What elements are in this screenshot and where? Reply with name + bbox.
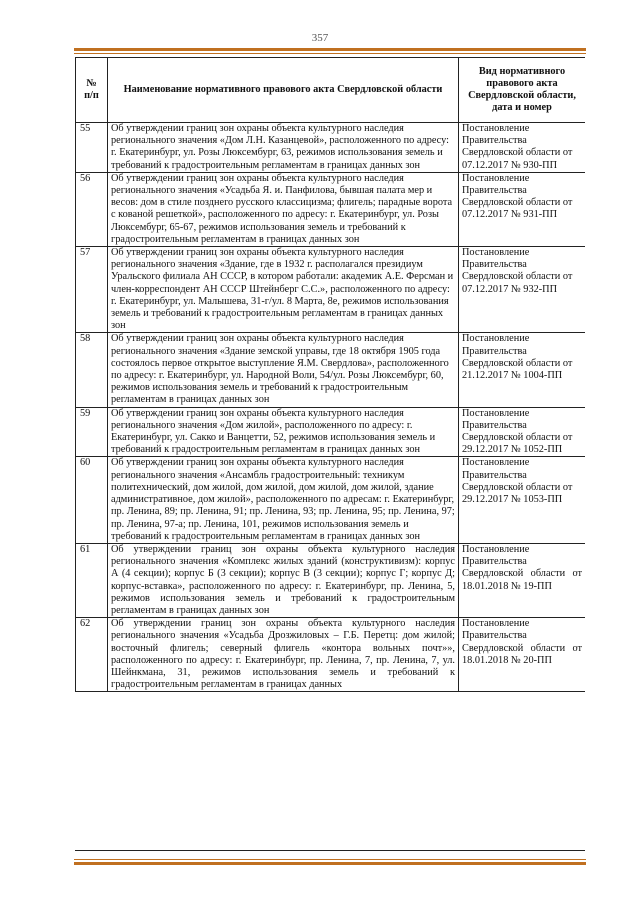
- table-row: [76, 543, 586, 617]
- table-row: [76, 172, 586, 246]
- table-row: [76, 407, 586, 457]
- act-type: Постановление Правительства Свердловской области от 29.12.2017 № 1053-ПП: [459, 457, 586, 543]
- act-type: Постановление Правительства Свердловской области от 07.12.2017 № 930-ПП: [459, 123, 586, 173]
- act-type: Постановление Правительства Свердловской области от 07.12.2017 № 932-ПП: [459, 247, 586, 333]
- page-number: 357: [311, 32, 329, 44]
- row-number: 60: [76, 457, 108, 543]
- act-name: Об утверждении границ зон охраны объекта культурного наследия регионального значения «Комплекс жилых зданий (конструктивизм): корпус А (4 секции); корпус Б (3 секции); корпус В (3 секции); корпус Г; корпус Д; корпус-вставка», расположенного по адресу: г. Екатеринбург, пр. Ленина, 5, режимов использования земель и требований к градостроительным регламентам в границах данных зон: [108, 543, 459, 617]
- row-number: 62: [76, 618, 108, 692]
- act-name: Об утверждении границ зон охраны объекта культурного наследия регионального значения «Дом Л.Н. Казанцевой», расположенного по адресу: г. Екатеринбург, ул. Розы Люксембург, 63, режимов использования земель и требований к градостроительным регламентам в границах данных зон: [108, 123, 459, 173]
- act-type: Постановление Правительства Свердловской области от 21.12.2017 № 1004-ПП: [459, 333, 586, 407]
- table-header-row: [76, 58, 586, 123]
- table-row: [76, 333, 586, 407]
- row-number: 55: [76, 123, 108, 173]
- table-row: [76, 457, 586, 543]
- act-name: Об утверждении границ зон охраны объекта культурного наследия регионального значения «Здание, где в 1932 г. располагался президиум Уральского филиала АН СССР, в котором работали: академик А.Е. Ферсман и член-корреспондент АН СССР Штейнберг С.С.», расположенного по адресу: г. Екатеринбург, ул. Малышева, 31-г/ул. 8 Марта, 8е, режимов использования земель и требований к градостроительным регламентам в границах данных зон: [108, 247, 459, 333]
- header-type: Вид нормативного правового акта Свердловской области, дата и номер: [459, 58, 586, 123]
- table-row: [76, 618, 586, 692]
- act-type: Постановление Правительства Свердловской области от 18.01.2018 № 20-ПП: [459, 618, 586, 692]
- act-name: Об утверждении границ зон охраны объекта культурного наследия регионального значения «Ансамбль градостроительный: техникум политехнический, дом жилой, дом жилой, дом жилой, дом жилой, здание административное, дом жилой», расположенного по адресам: г. Екатеринбург, пр. Ленина, 89; пр. Ленина, 91; пр. Ленина, 93; пр. Ленина, 95; пр. Ленина, 97; пр. Ленина, 97-а; пр. Ленина, 101, режимов использования земель и требований к градостроительным регламентам в границах данных зон: [108, 457, 459, 543]
- act-name: Об утверждении границ зон охраны объекта культурного наследия регионального значения «Усадьба Дрозжиловых – Г.Б. Перетц: дом жилой; восточный флигель; северный флигель «контора вольных почт»», расположенного по адресу: г. Екатеринбург, пр. Ленина, 7, пр. Ленина, 7, ул. Шейнкмана, 31, режимов использования земель и требований к градостроительным регламентам в границах данных: [108, 618, 459, 692]
- top-rule-thick: [74, 48, 586, 51]
- header-num: № п/п: [76, 58, 108, 123]
- row-number: 56: [76, 172, 108, 246]
- row-number: 58: [76, 333, 108, 407]
- act-type: Постановление Правительства Свердловской области от 29.12.2017 № 1052-ПП: [459, 407, 586, 457]
- acts-table: [75, 57, 585, 692]
- acts-table-container: [75, 57, 585, 851]
- act-name: Об утверждении границ зон охраны объекта культурного наследия регионального значения «Усадьба Я. и. Панфилова, бывшая палата мер и весов: дом в стиле позднего русского классицизма; флигель; парадные ворота с кованой решеткой», расположенного по адресу: г. Екатеринбург, ул. Розы Люксембург, 65-67, режимов использования земель и требований к градостроительным регламентам в границах данных зон: [108, 172, 459, 246]
- row-number: 59: [76, 407, 108, 457]
- bottom-rule-thin: [74, 859, 586, 860]
- act-name: Об утверждении границ зон охраны объекта культурного наследия регионального значения «Здание земской управы, где 18 октября 1905 года состоялось первое открытое выступление Я.М. Свердлова», расположенного по адресу: г. Екатеринбург, ул. Народной Воли, 54/ул. Розы Люксембург, 60, режимов использования земель и требований к градостроительным регламентам в границах данных зон: [108, 333, 459, 407]
- act-type: Постановление Правительства Свердловской области от 18.01.2018 № 19-ПП: [459, 543, 586, 617]
- act-name: Об утверждении границ зон охраны объекта культурного наследия регионального значения «Дом жилой», расположенного по адресу: г. Екатеринбург, ул. Сакко и Ванцетти, 52, режимов использования земель и требований к градостроительным регламентам в границах данных зон: [108, 407, 459, 457]
- table-row: [76, 247, 586, 333]
- top-rule-thin: [74, 53, 586, 54]
- act-type: Постановление Правительства Свердловской области от 07.12.2017 № 931-ПП: [459, 172, 586, 246]
- row-number: 57: [76, 247, 108, 333]
- header-name: Наименование нормативного правового акта Свердловской области: [108, 58, 459, 123]
- bottom-rule-thick: [74, 862, 586, 865]
- table-row: [76, 123, 586, 173]
- row-number: 61: [76, 543, 108, 617]
